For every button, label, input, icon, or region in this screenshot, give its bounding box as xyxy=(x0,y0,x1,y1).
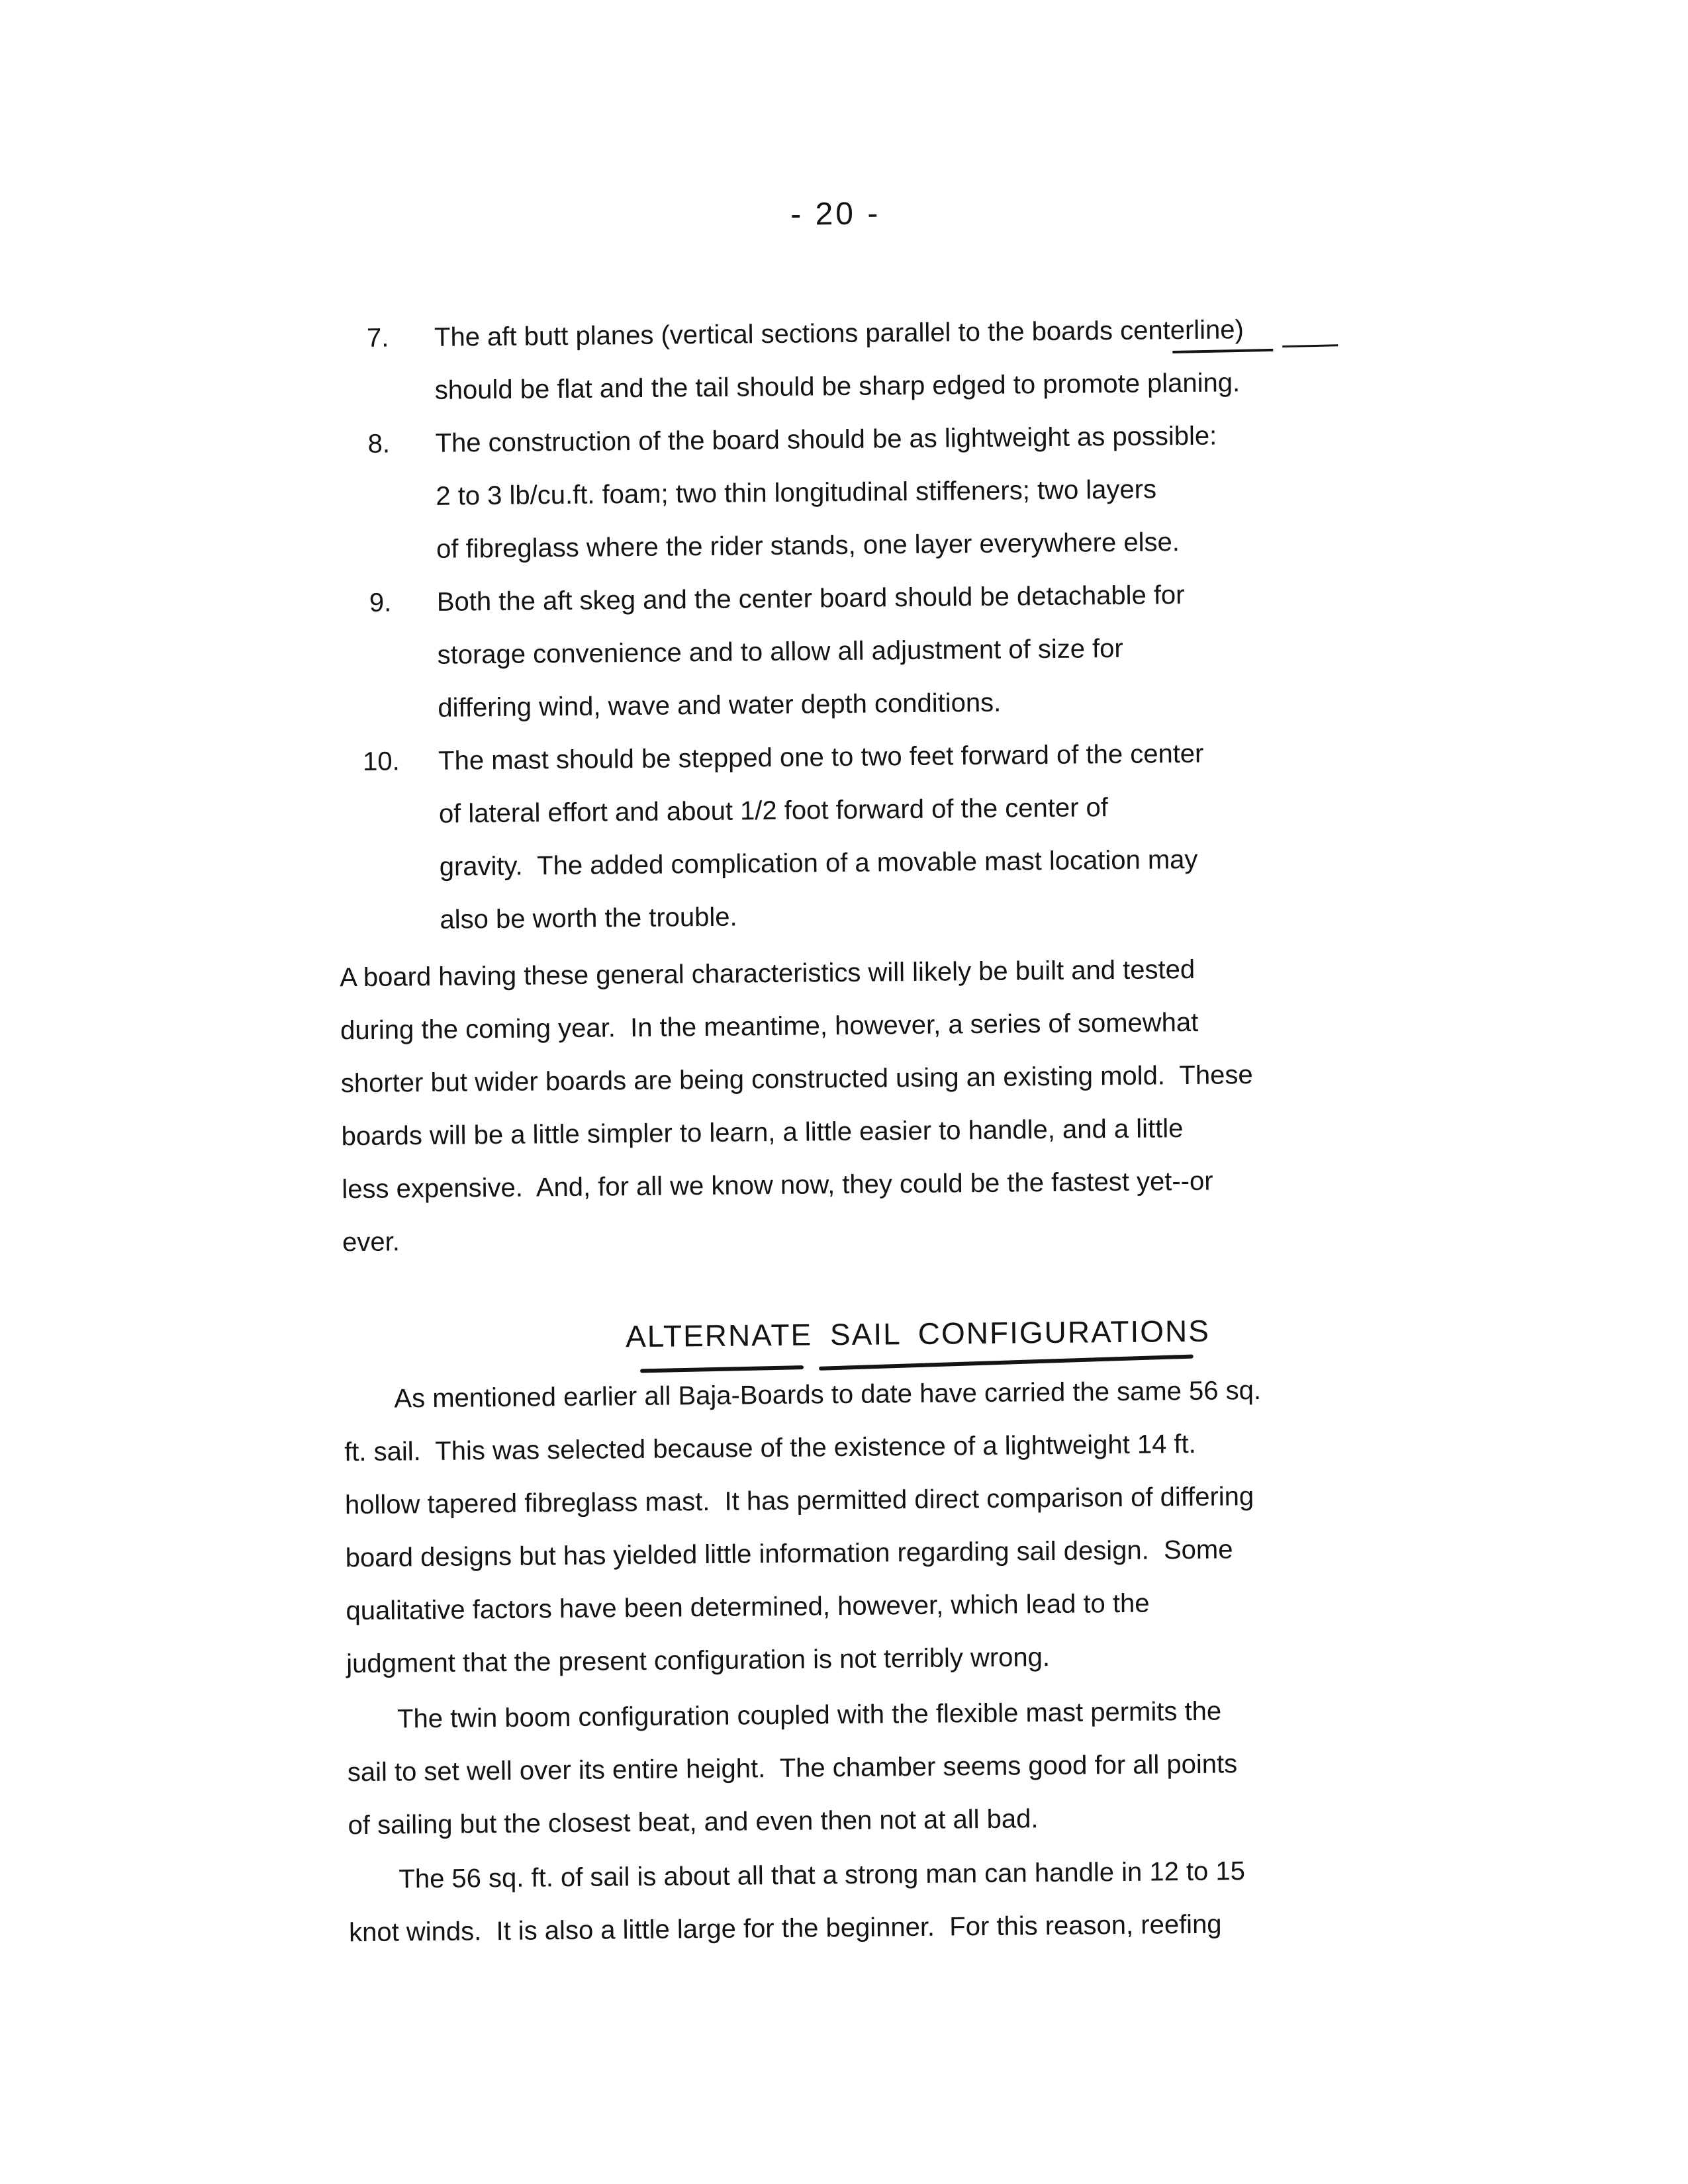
text-line: ft. sail. This was selected because of the existence of a lightweight 14 ft. xyxy=(344,1429,1196,1467)
text-line: knot winds. It is also a little large for the beginner. For this reason, reefing xyxy=(348,1909,1222,1948)
paragraph xyxy=(340,938,1688,1269)
text-line: The mast should be stepped one to two feet forward of the center xyxy=(438,739,1204,776)
text-line: Both the aft skeg and the center board should be detachable for xyxy=(436,580,1185,617)
text-line: judgment that the present configuration is not terribly wrong. xyxy=(346,1643,1051,1679)
paragraph xyxy=(348,1841,1688,1960)
text-line: during the coming year. In the meantime, however, a series of somewhat xyxy=(340,1007,1199,1046)
text-line: differing wind, wave and water depth conditions. xyxy=(438,688,1002,723)
text-line: less expensive. And, for all we know now, they could be the fastest yet--or xyxy=(342,1166,1213,1205)
text-line: should be flat and the tail should be sharp edged to promote planing. xyxy=(434,368,1241,405)
text-line: also be worth the trouble. xyxy=(440,902,737,934)
text-line: 2 to 3 lb/cu.ft. foam; two thin longitudinal stiffeners; two layers xyxy=(436,475,1157,511)
list-item-8 xyxy=(0,405,1683,580)
list-item-7 xyxy=(0,299,1681,421)
text-line: storage convenience and to allow all adjustment of size for xyxy=(437,633,1123,670)
text-line: A board having these general characteristics will likely be built and tested xyxy=(340,954,1196,993)
text-line: qualitative factors have been determined, however, which lead to the xyxy=(346,1588,1150,1626)
list-item-number: 7. xyxy=(366,323,389,353)
text-line: hollow tapered fibreglass mast. It has permitted direct comparison of differing xyxy=(344,1482,1254,1520)
text-line: The twin boom configuration coupled with the flexible mast permits the xyxy=(397,1696,1222,1734)
document-body xyxy=(0,299,1688,1962)
list-item-10 xyxy=(0,723,1687,950)
text-line: gravity. The added complication of a movable mast location may xyxy=(439,844,1198,882)
text-line: The construction of the board should be as lightweight as possible: xyxy=(435,421,1217,458)
page-number: - 20 - xyxy=(790,196,881,232)
text-line: shorter but wider boards are being constructed using an existing mold. These xyxy=(340,1060,1253,1099)
text-line: of lateral effort and about 1/2 foot forward of the center of xyxy=(438,793,1109,829)
text-line: As mentioned earlier all Baja-Boards to date have carried the same 56 sq. xyxy=(394,1375,1262,1414)
text-line: The aft butt planes (vertical sections parallel to the boards centerline) xyxy=(434,315,1244,352)
list-item-9 xyxy=(0,564,1685,739)
list-item-number: 9. xyxy=(369,588,392,617)
text-line: The 56 sq. ft. of sail is about all that a strong man can handle in 12 to 15 xyxy=(399,1856,1246,1894)
list-item-number: 10. xyxy=(362,747,400,776)
text-line: board designs but has yielded little information regarding sail design. Some xyxy=(345,1535,1233,1573)
text-line: of sailing but the closest beat, and even then not at all bad. xyxy=(348,1804,1039,1841)
section-heading: ALTERNATE SAIL CONFIGURATIONS xyxy=(625,1313,1211,1354)
text-line: sail to set well over its entire height. The chamber seems good for all points xyxy=(347,1749,1238,1788)
text-line: ever. xyxy=(342,1227,400,1257)
section-heading-wrap xyxy=(2,1300,1688,1371)
text-line: boards will be a little simpler to learn, a little easier to handle, and a little xyxy=(341,1114,1184,1152)
list-item-number: 8. xyxy=(367,429,391,459)
paragraph xyxy=(344,1360,1688,1691)
paragraph xyxy=(347,1680,1688,1852)
text-line: of fibreglass where the rider stands, one layer everywhere else. xyxy=(436,527,1180,564)
